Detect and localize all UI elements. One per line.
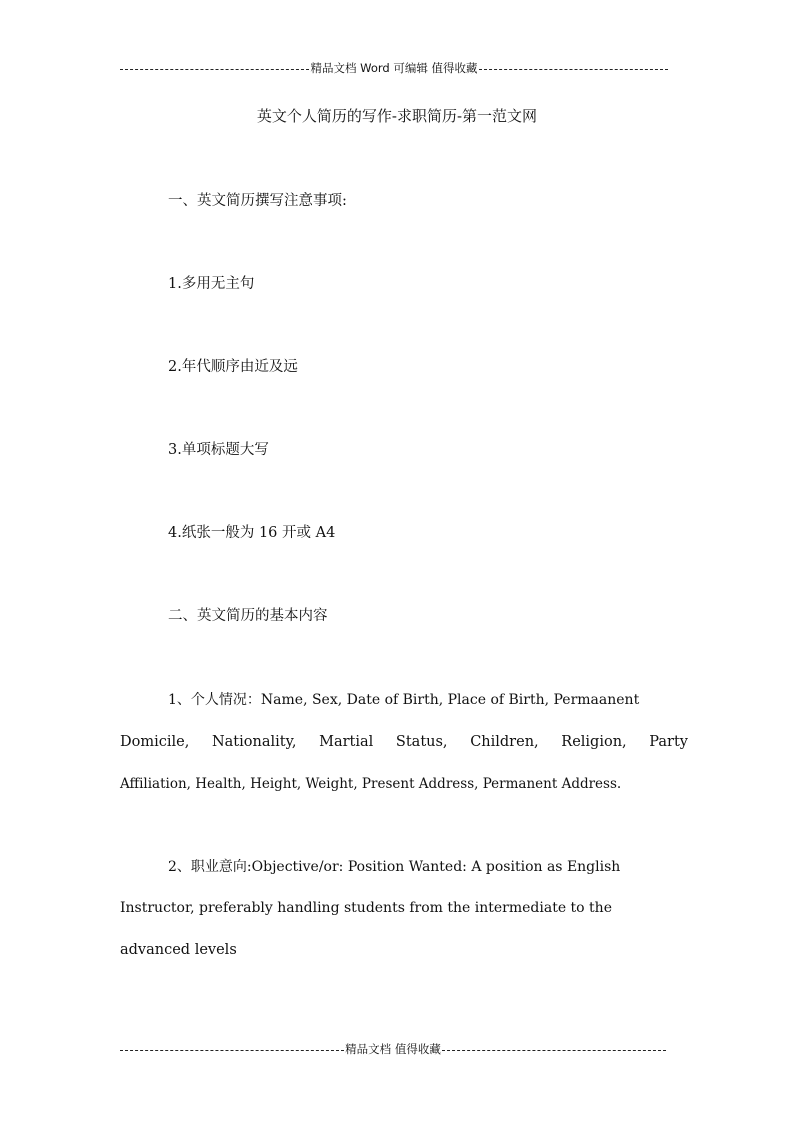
- para1-word: Party: [649, 734, 688, 750]
- para2-line2: Instructor, preferably handling students from the intermediate to the: [120, 900, 612, 916]
- para2-line3: advanced levels: [120, 942, 237, 958]
- para1-line1: 1、个人情况：Name, Sex, Date of Birth, Place of Birth, Permaanent: [168, 692, 640, 708]
- page-header: [120, 61, 668, 75]
- footer-dash-left: [120, 1050, 344, 1051]
- header-dash-left: [120, 69, 309, 70]
- para1-word: Nationality,: [211, 734, 297, 750]
- section1-heading: 一、英文简历撰写注意事项:: [168, 193, 347, 209]
- footer-text: 精品文档 值得收藏: [345, 1042, 441, 1056]
- document-title: 英文个人简历的写作-求职简历-第一范文网: [256, 107, 538, 125]
- para1-word: Domicile,: [120, 734, 190, 750]
- para1-line3: Affiliation, Health, Height, Weight, Present Address, Permanent Address.: [120, 776, 622, 792]
- footer-dash-right: [442, 1050, 666, 1051]
- list-item-3: 3.单项标题大写: [168, 442, 269, 458]
- page-footer: [120, 1042, 666, 1056]
- list-item-1: 1.多用无主句: [168, 276, 255, 292]
- para1-word: Children,: [470, 734, 539, 750]
- para1-word: Status,: [395, 734, 448, 750]
- header-text: 精品文档 Word 可编辑 值得收藏: [310, 61, 478, 75]
- list-item-4: 4.纸张一般为 16 开或 A4: [168, 525, 336, 541]
- list-item-2: 2.年代顺序由近及远: [168, 359, 298, 375]
- para1-word: Martial: [319, 734, 374, 750]
- para1-line2: [120, 732, 688, 752]
- section2-heading: 二、英文简历的基本内容: [168, 608, 328, 624]
- header-dash-right: [479, 69, 668, 70]
- para2-line1: 2、职业意向:Objective/or: Position Wanted: A position as English: [168, 859, 621, 875]
- para1-word: Religion,: [561, 734, 627, 750]
